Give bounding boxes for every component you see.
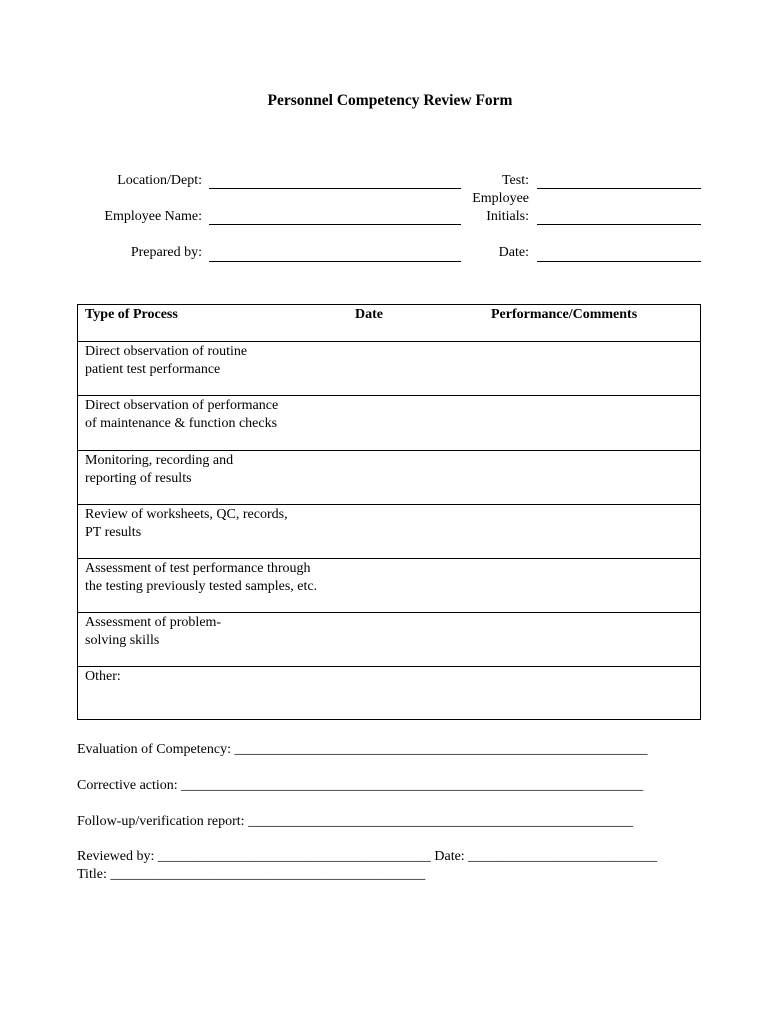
date-label: Date: xyxy=(498,245,529,260)
header-performance-comments: Performance/Comments xyxy=(491,307,638,322)
form-title: Personnel Competency Review Form xyxy=(267,92,513,109)
process-cell: Assessment of test performance through the testing previously tested samples, etc. xyxy=(85,561,318,594)
header-type-of-process: Type of Process xyxy=(85,307,178,322)
evaluation-of-competency-line[interactable]: Evaluation of Competency: ___________________________________________________________ xyxy=(77,742,648,757)
location-dept-field[interactable] xyxy=(209,188,461,189)
date-field[interactable] xyxy=(537,261,701,262)
location-dept-label: Location/Dept: xyxy=(117,173,202,188)
table-row[interactable] xyxy=(78,504,700,558)
table-row[interactable] xyxy=(78,395,700,450)
title-line[interactable]: Title: _____________________________________________ xyxy=(77,867,426,882)
process-cell: Review of worksheets, QC, records, PT results xyxy=(85,507,288,540)
table-row[interactable] xyxy=(78,341,700,395)
prepared-by-label: Prepared by: xyxy=(130,245,202,260)
test-label: Test: xyxy=(501,173,529,188)
process-cell: Other: xyxy=(85,669,121,684)
table-row[interactable] xyxy=(78,666,700,719)
employee-initials-field[interactable] xyxy=(537,224,701,225)
table-row[interactable] xyxy=(78,450,700,504)
process-cell: Monitoring, recording and reporting of results xyxy=(85,453,234,486)
employee-initials-label-line1: Employee xyxy=(472,191,529,206)
process-cell: Direct observation of routine patient test performance xyxy=(85,344,248,377)
process-cell: Direct observation of performance of maintenance & function checks xyxy=(85,398,279,431)
process-table xyxy=(77,304,701,720)
prepared-by-field[interactable] xyxy=(209,261,461,262)
employee-initials-label-line2: Initials: xyxy=(486,209,529,224)
table-row[interactable] xyxy=(78,558,700,612)
reviewed-by-line[interactable]: Reviewed by: _______________________________________ Date: ___________________________ xyxy=(77,849,658,864)
header-date: Date xyxy=(355,307,383,322)
table-row[interactable] xyxy=(78,612,700,666)
employee-name-field[interactable] xyxy=(209,224,461,225)
follow-up-verification-line[interactable]: Follow-up/verification report: _______________________________________________________ xyxy=(77,814,634,829)
process-cell: Assessment of problem- solving skills xyxy=(85,615,222,648)
test-field[interactable] xyxy=(537,188,701,189)
corrective-action-line[interactable]: Corrective action: __________________________________________________________________ xyxy=(77,778,644,793)
table-header-row xyxy=(78,305,700,341)
employee-name-label: Employee Name: xyxy=(104,209,202,224)
